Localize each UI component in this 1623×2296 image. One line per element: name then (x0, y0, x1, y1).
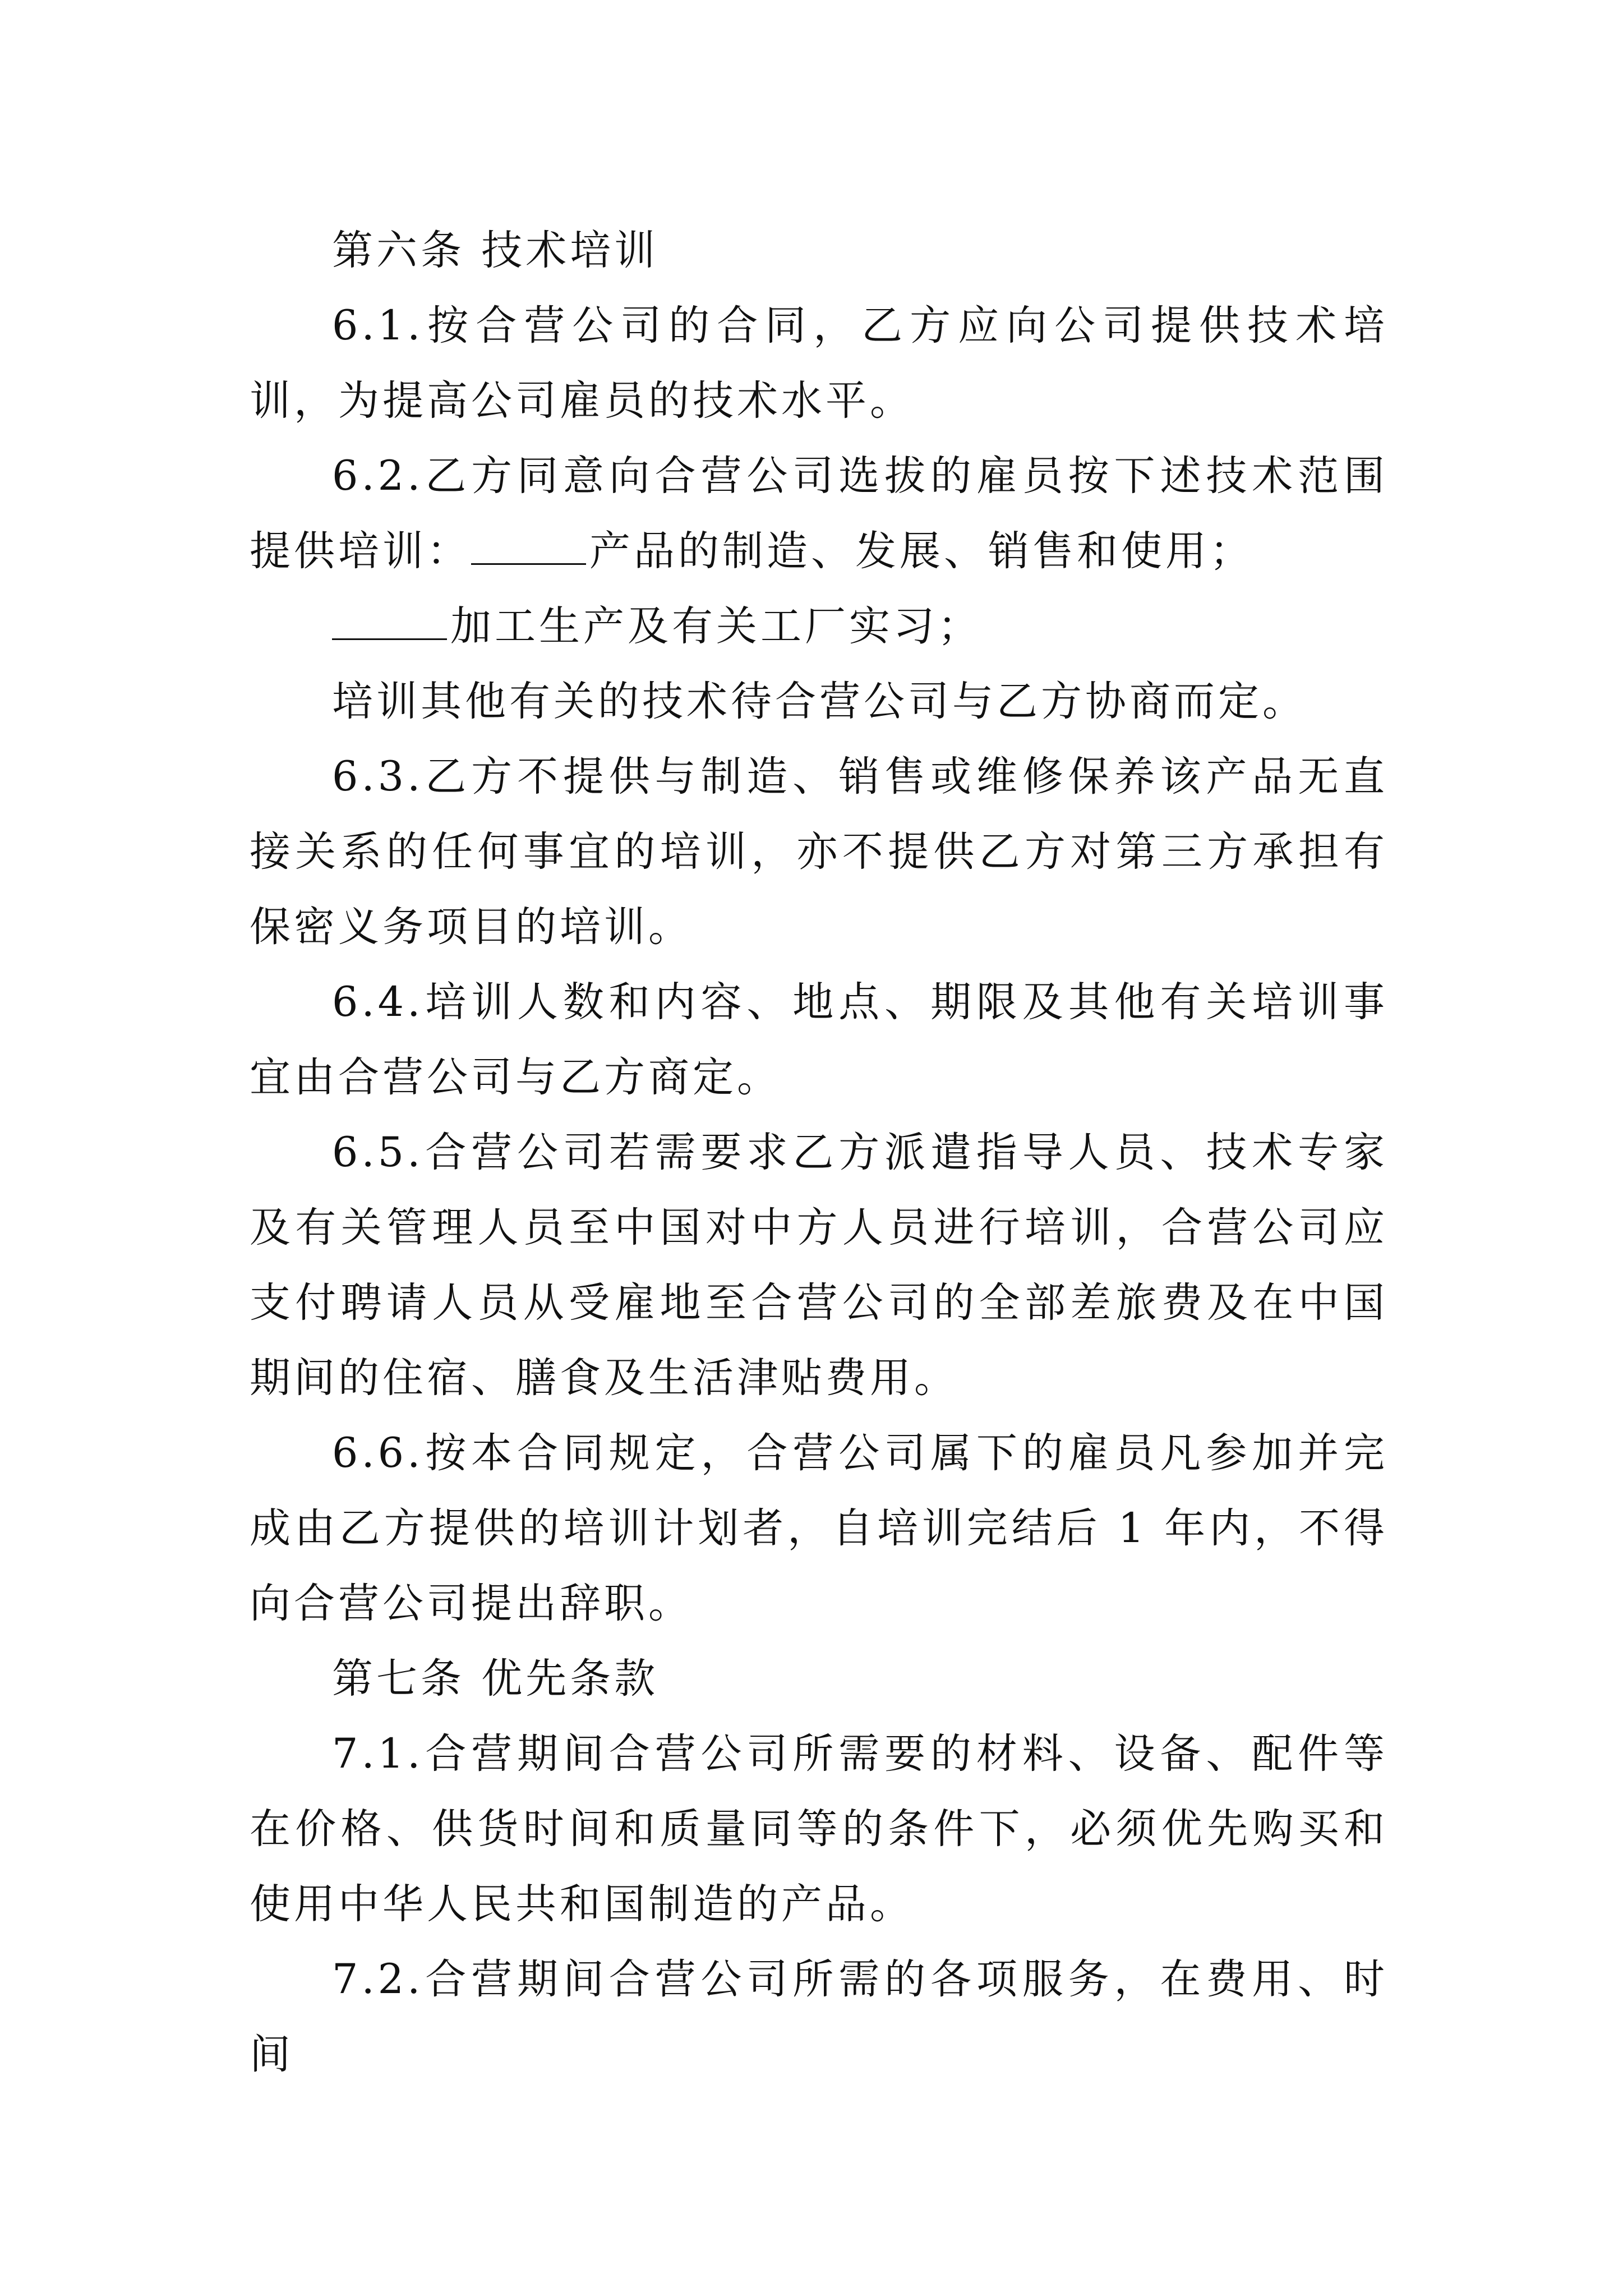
clause-6-2-text: 6.2.乙方同意向合营公司选拔的雇员按下述技术范围提供培训： (250, 452, 1388, 575)
clause-6-2-item-1: 产品的制造、发展、销售和使用； (589, 527, 1254, 575)
clause-6-6: 6.6.按本合同规定，合营公司属下的雇员凡参加并完成由乙方提供的培训计划者，自培训完结后 1 年内，不得向合营公司提出辞职。 (250, 1429, 1388, 1627)
clause-7-1: 7.1.合营期间合营公司所需要的材料、设备、配件等在价格、供货时间和质量同等的条件下，必须优先购买和使用中华人民共和国制造的产品。 (250, 1730, 1388, 1928)
clause-6-3: 6.3.乙方不提供与制造、销售或维修保养该产品无直接关系的任何事宜的培训，亦不提供乙方对第三方承担有保密义务项目的培训。 (250, 753, 1388, 951)
blank-line (471, 530, 586, 565)
clause-6-1: 6.1.按合营公司的合同，乙方应向公司提供技术培训，为提高公司雇员的技术水平。 (250, 302, 1388, 425)
clause-7-2: 7.2.合营期间合营公司所需的各项服务，在费用、时间 (250, 1955, 1388, 2078)
blank-line (332, 605, 447, 640)
article-7-heading: 第七条 优先条款 (332, 1655, 659, 1703)
clause-6-4: 6.4.培训人数和内容、地点、期限及其他有关培训事宜由合营公司与乙方商定。 (250, 978, 1388, 1101)
clause-6-2-other: 培训其他有关的技术待合营公司与乙方协商而定。 (332, 678, 1307, 725)
clause-6-2-item-2-text: 加工生产及有关工厂实习； (450, 602, 982, 650)
clause-6-2-item-2 (250, 589, 1388, 664)
clause-6-5: 6.5.合营公司若需要求乙方派遣指导人员、技术专家及有关管理人员至中国对中方人员进行培训，合营公司应支付聘请人员从受雇地至合营公司的全部差旅费及在中国期间的住宿、膳食及生活津贴费用。 (250, 1129, 1388, 1402)
article-6-heading: 第六条 技术培训 (332, 227, 659, 274)
clause-6-2 (250, 439, 1388, 589)
document-page (250, 213, 1388, 2092)
